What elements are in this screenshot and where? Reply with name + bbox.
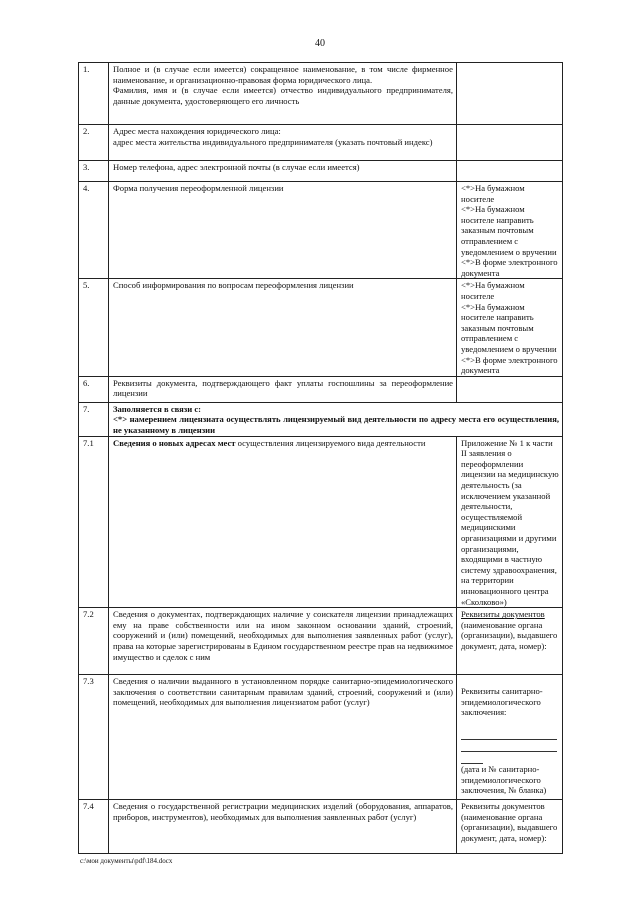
row-description: Сведения о государственной регистрации медицинских изделий (оборудования, аппаратов, приборов, инструментов), необходимых для выполнения заявленных работ (услуг) — [109, 800, 457, 854]
fill-line[interactable] — [461, 740, 557, 752]
row-description: Полное и (в случае если имеется) сокращенное наименование, в том числе фирменное наименование, и организационно-правовая форма юридического лица. — [113, 64, 453, 85]
row-description: Реквизиты документа, подтверждающего факт уплаты госпошлины за переоформление лицензии — [109, 376, 457, 402]
fill-line[interactable] — [461, 752, 483, 764]
row-description: адрес места жительства индивидуального предпринимателя (указать почтовый индекс) — [113, 136, 433, 147]
row-description: осуществления лицензируемого вида деятельности — [235, 437, 426, 448]
answer-cell[interactable] — [457, 63, 563, 125]
table-row — [79, 675, 563, 800]
answer-cell[interactable] — [457, 161, 563, 182]
answer-text: Реквизиты документов (наименование органа (организации), выдавшего документ, дата, номер): — [457, 800, 563, 854]
row-description: Сведения о документах, подтверждающих наличие у соискателя лицензии принадлежащих ему на праве собственности или на ином законном основании зданий, строений, сооружений и (или) помещений, необходимых для выполнения заявленных работ (услуг), права на которые зарегистрированы в Едином государственном реестре прав на недвижимое имущество и сделок с ним — [109, 608, 457, 675]
row-number: 5. — [79, 279, 109, 376]
table-row — [79, 402, 563, 436]
row-number: 7.3 — [79, 675, 109, 800]
table-row — [79, 125, 563, 161]
answer-cell[interactable] — [457, 125, 563, 161]
answer-cell[interactable] — [457, 376, 563, 402]
option-paper[interactable]: <*>На бумажном носителе — [461, 183, 525, 204]
row-number: 2. — [79, 125, 109, 161]
table-row — [79, 608, 563, 675]
answer-text: Приложение № 1 к части II заявления о переоформлении лицензии на медицинскую деятельность (за исключением указанной деятельности, осуществляемой медицинскими организациями и другими организациями, входящими в частную систему здравоохранения, на территории инновационного центра «Сколково») — [457, 436, 563, 608]
option-electronic[interactable]: <*>В форме электронного документа — [461, 257, 558, 278]
table-row — [79, 182, 563, 279]
row-number: 6. — [79, 376, 109, 402]
page-number: 40 — [315, 38, 325, 49]
row-number: 7.2 — [79, 608, 109, 675]
license-form-table — [78, 62, 563, 854]
option-paper-mail[interactable]: <*>На бумажном носителе направить заказным почтовым отправлением с уведомлением о вручении — [461, 204, 557, 257]
table-row — [79, 376, 563, 402]
answer-text: (наименование органа (организации), выдавшего документ, дата, номер): — [461, 619, 558, 651]
row-number: 1. — [79, 63, 109, 125]
row-description: Форма получения переоформленной лицензии — [109, 182, 457, 279]
table-row — [79, 800, 563, 854]
section-heading-option[interactable]: <*> намерением лицензиата осуществлять лицензируемый вид деятельности по адресу места его осуществления, не указанному в лицензии — [113, 414, 559, 435]
row-number: 7.1 — [79, 436, 109, 608]
table-row — [79, 63, 563, 125]
fill-line[interactable] — [461, 728, 557, 740]
row-number: 4. — [79, 182, 109, 279]
answer-hint: (дата и № санитарно-эпидемиологического заключения, № бланка) — [461, 763, 547, 796]
row-number: 7.4 — [79, 800, 109, 854]
row-description-bold: Сведения о новых адресах мест — [113, 437, 236, 448]
section-heading: Заполняется в связи с: — [113, 403, 202, 414]
row-number: 3. — [79, 161, 109, 182]
row-description: Адрес места нахождения юридического лица: — [113, 126, 281, 136]
table-row — [79, 436, 563, 608]
table-row — [79, 161, 563, 182]
table-row — [79, 279, 563, 376]
answer-heading: Реквизиты документов — [461, 609, 545, 620]
option-paper-mail[interactable]: <*>На бумажном носителе направить заказным почтовым отправлением с уведомлением о вручении — [461, 301, 557, 354]
file-path-footer: c:\мои документы\pdf\184.docx — [80, 857, 173, 865]
row-description: Сведения о наличии выданного в установленном порядке санитарно-эпидемиологического заключения о соответствии санитарным правилам зданий, строений, сооружений и (или) помещений, необходимых для выполнения лицензиатом работ (услуг) — [109, 675, 457, 800]
answer-text: Реквизиты санитарно-эпидемиологического заключения: — [461, 686, 543, 718]
option-electronic[interactable]: <*>В форме электронного документа — [461, 354, 558, 376]
row-description: Номер телефона, адрес электронной почты (в случае если имеется) — [109, 161, 457, 182]
row-description: Фамилия, имя и (в случае если имеется) отчество индивидуального предпринимателя, данные документа, удостоверяющего его личность — [113, 85, 453, 106]
row-description: Способ информирования по вопросам переоформления лицензии — [109, 279, 457, 376]
row-number: 7. — [79, 402, 109, 436]
option-paper[interactable]: <*>На бумажном носителе — [461, 280, 525, 301]
